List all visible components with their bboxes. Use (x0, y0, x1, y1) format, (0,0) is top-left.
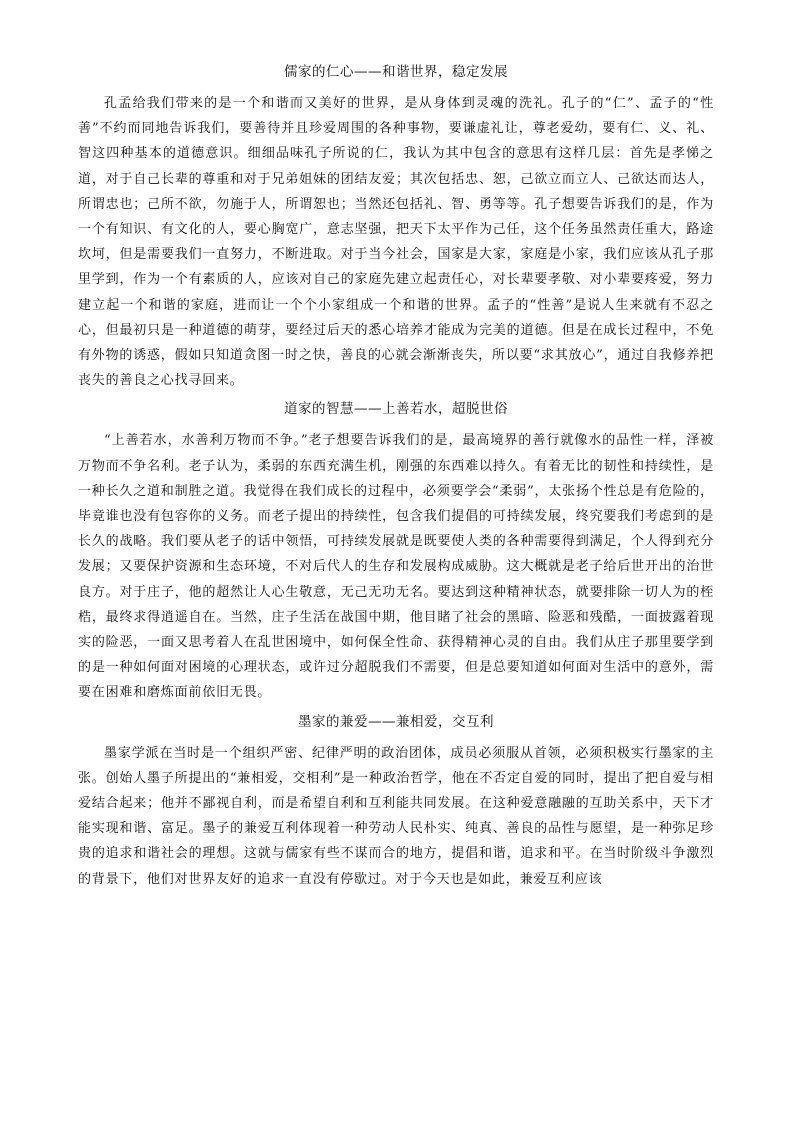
document-page (78, 62, 714, 898)
section-paragraph: “上善若水，水善利万物而不争。”老子想要告诉我们的是，最高境界的善行就像水的品性一样，泽被万物而不争名利。老子认为，柔弱的东西充满生机，刚强的东西难以持久。有着无比的韧性和持续性，是一种长久之道和制胜之道。我觉得在我们成长的过程中，必须要学会“柔弱”，太张扬个性总是有危险的，毕竟谁也没有包容你的义务。而老子提出的持续性，包含我们提倡的可持续发展，终究要我们考虑到的是长久的战略。我们要从老子的话中领悟，可持续发展就是既要使人类的各种需要得到满足，个人得到充分发展；又要保护资源和生态环境，不对后代人的生存和发展构成威胁。这大概就是老子给后世开出的治世良方。对于庄子，他的超然让人心生敬意，无己无功无名。要达到这种精神状态，就要排除一切人为的桎梏，最终求得逍遥自在。当然，庄子生活在战国中期，他目睹了社会的黑暗、险恶和残酷，一面披露着现实的险恶，一面又思考着人在乱世困境中，如何保全性命、获得精神心灵的自由。我们从庄子那里要学到的是一种如何面对困境的心理状态，或许过分超脱我们不需要，但是总要知道如何面对生活中的意外，需要在困难和磨炼面前依旧无畏。 (78, 433, 714, 701)
section-title: 墨家的兼爱——兼相爱，交互利 (298, 713, 494, 730)
section-paragraph: 墨家学派在当时是一个组织严密、纪律严明的政治团体，成员必须服从首领，必须积极实行墨家的主张。创始人墨子所提出的“兼相爱，交相利”是一种政治哲学，他在不否定自爱的同时，提出了把自爱与相爱结合起来；他并不鄙视自利，而是希望自利和互利能共同发展。在这种爱意融融的互助关系中，天下才能实现和谐、富足。墨子的兼爱互利体现着一种劳动人民朴实、纯真、善良的品性与愿望，是一种弥足珍贵的追求和谐社会的理想。这就与儒家有些不谋而合的地方，提倡和谐，追求和平。在当时阶级斗争激烈的背景下，他们对世界友好的追求一直没有停歇过。对于今天也是如此，兼爱互利应该 (78, 745, 714, 887)
section-taoist (78, 399, 714, 705)
section-mohist (78, 712, 714, 892)
section-paragraph: 孔孟给我们带来的是一个和谐而又美好的世界，是从身体到灵魂的洗礼。孔子的“仁”、孟子的“性善”不约而同地告诉我们，要善待并且珍爱周围的各种事物，要谦虚礼让，尊老爱幼，要有仁、义、礼、智这四种基本的道德意识。细细品味孔子所说的仁，我认为其中包含的意思有这样几层：首先是孝悌之道，对于自己长辈的尊重和对于兄弟姐妹的团结友爱；其次包括忠、恕，己欲立而立人、己欲达而达人，所谓忠也；己所不欲，勿施于人，所谓恕也；当然还包括礼、智、勇等等。孔子想要告诉我们的是，作为一个有知识、有文化的人，要心胸宽广，意志坚强，把天下太平作为己任，这个任务虽然责任重大，路途坎坷，但是需要我们一直努力，不断进取。对于当今社会，国家是大家，家庭是小家，我们应该从孔子那里学到，作为一个有素质的人，应该对自己的家庭先建立起责任心，对长辈要孝敬、对小辈要疼爱，努力建立起一个和谐的家庭，进而让一个个小家组成一个和谐的世界。孟子的“性善”是说人生来就有不忍之心，但最初只是一种道德的萌芽，要经过后天的悉心培养才能成为完美的道德。但是在成长过程中，不免有外物的诱惑，假如只知道贪图一时之快，善良的心就会渐渐丧失，所以要“求其放心”，通过自我修养把丧失的善良之心找寻回来。 (78, 96, 714, 389)
section-title: 儒家的仁心——和谐世界，稳定发展 (284, 64, 508, 80)
section-title: 道家的智慧——上善若水，超脱世俗 (284, 401, 508, 418)
section-confucian (78, 62, 714, 393)
